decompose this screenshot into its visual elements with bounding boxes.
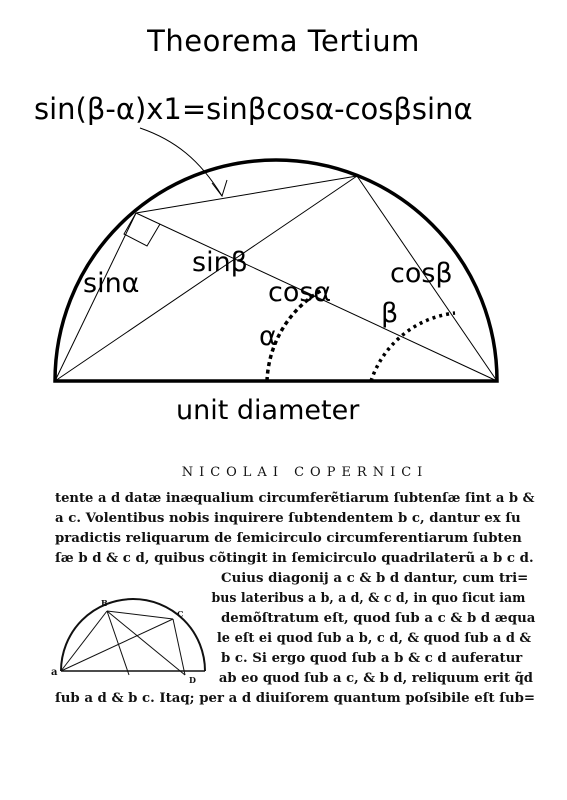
trig-formula: sin(β-α)x1=sinβcosα-cosβsinα — [34, 92, 473, 126]
label-sin-alpha: sinα — [83, 268, 140, 299]
label-beta: β — [381, 298, 399, 329]
scan-line-1: tente a d datæ inæqualium circumferẽtiarum ſubtenſæ ſint a b & — [55, 491, 535, 506]
scan-line-10: ab eo quod ſub a c, & b d, reliquum erit q̃d — [218, 671, 533, 686]
small-bc — [107, 611, 173, 619]
small-label-b: B — [101, 598, 108, 608]
label-unit-diameter: unit diameter — [176, 395, 360, 426]
small-semicircle — [61, 599, 205, 671]
scan-line-3: pradictis reliquarum de ſemicirculo circumferentiarum ſubten — [55, 531, 522, 546]
scan-line-2: a c. Volentibus nobis inquirere ſubtendentem b c, dantur ex ſu — [55, 511, 521, 526]
copernicus-scan — [51, 465, 536, 709]
diagram-title: Theorema Tertium — [147, 24, 420, 58]
scan-line-5: Cuius diagonij a c & b d dantur, cum tri= — [221, 571, 529, 586]
label-alpha: α — [259, 321, 277, 352]
scan-line-7: demõſtratum eſt, quod ſub a c & b d æqua — [221, 611, 536, 626]
pointer-arrow — [140, 128, 222, 196]
small-ac — [61, 619, 173, 671]
label-cos-alpha: cosα — [268, 277, 332, 308]
scan-line-4: ſæ b d & c d, quibus cõtingit in ſemicirculo quadrilaterũ a b c d. — [55, 551, 534, 566]
scan-line-9: b c. Si ergo quod ſub a b & c d auferatur — [221, 651, 523, 666]
small-label-d: D — [189, 675, 196, 685]
chord-b-c — [136, 176, 357, 213]
scan-line-11: ſub a d & b c. Itaq; per a d diuiſorem quantum poſsibile eſt ſub= — [55, 691, 536, 706]
scan-header: NICOLAI COPERNICI — [181, 465, 429, 480]
small-label-a: a — [51, 667, 58, 678]
scan-line-6: bus lateribus a b, a d, & c d, in quo ſicut iam — [211, 591, 526, 606]
scan-line-8: le eſt ei quod ſub a b, c d, & quod ſub a d & — [216, 631, 532, 646]
historical-figure — [51, 595, 215, 685]
label-sin-beta: sinβ — [192, 247, 248, 278]
pointer-arrowhead — [212, 180, 227, 196]
small-label-c: C — [177, 609, 184, 619]
label-cos-beta: cosβ — [390, 258, 453, 289]
